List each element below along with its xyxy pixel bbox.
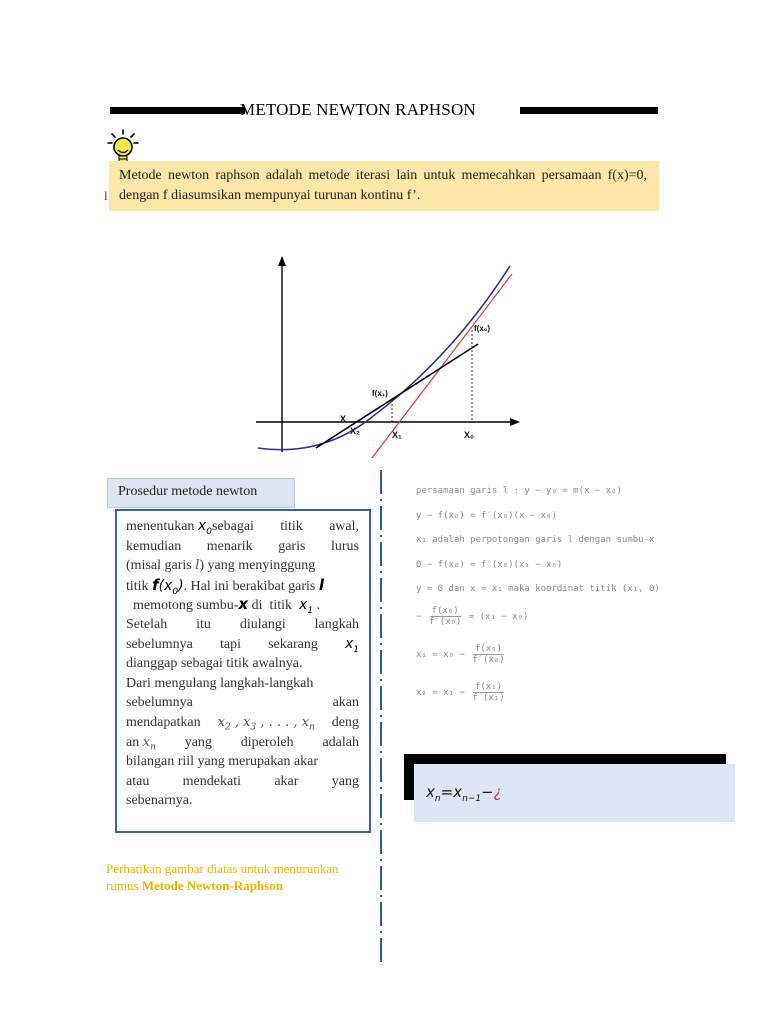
note-line-1: Perhatikan gambar diatas untuk menurunkan (106, 861, 339, 876)
formula-intersection-note: x₁ adalah perpotongan garis l dengan sumbu-x (416, 535, 655, 545)
procedure-line-3: (misal garis l) yang menyinggung (126, 558, 316, 574)
procedure-line-14: atau mendekati akar yang (126, 773, 359, 789)
formula-coordinate: y = 0 dan x = x₁ maka koordinat titik (x₁, 0) (416, 584, 660, 594)
procedure-header: Prosedur metode newton (118, 484, 258, 499)
definition-marker: l (104, 188, 108, 203)
formula-line-equation: persamaan garis l : y − y₀ = m(x − x₀) (416, 486, 622, 496)
title-rule-right (520, 107, 658, 114)
derivation-note (106, 860, 378, 894)
label-x: X (340, 414, 347, 424)
x-axis-arrow (510, 418, 520, 426)
procedure-line-10: sebelumnya akan (126, 695, 359, 711)
procedure-line-8: dianggap sebagai titik awalnya. (126, 656, 303, 672)
formula-x2: x₂ = x₁ − $\frac{\text{f(x₁)}}{\text{f′(x₁)}}$ (416, 682, 505, 703)
procedure-line-2: kemudian menarik garis lurus (126, 538, 359, 554)
note-line-2: rumus Metode Newton-Raphson (106, 878, 283, 893)
label-f-x1: f(x₁) (372, 389, 388, 398)
formula-x1: x₁ = x₀ − $\frac{\text{f(x₀)}}{\text{f′(x₀)}}$ (416, 644, 505, 665)
procedure-line-13: bilangan riil yang merupakan akar (126, 754, 319, 770)
note-method-name: Metode Newton-Raphson (141, 878, 283, 893)
definition-text: Metode newton raphson adalah metode iterasi lain untuk memecahkan persamaan f(x)=0, dengan f diasumsikan mempunyai turunan kontinu f’. (119, 168, 647, 203)
procedure-line-15: sebenarnya. (126, 793, 193, 809)
label-x2: X₂ (350, 426, 361, 436)
formula-rearranged: − $\frac{\text{f(x₀)}}{\text{f′(x₀)}}$ = (x₁ − x₀) (416, 606, 529, 627)
label-f-x0: f(x₀) (474, 324, 491, 333)
newton-raphson-graph (252, 252, 522, 458)
result-formula: $x_n=x_{n-1}-¿$ (426, 783, 502, 804)
formula-tangent: y − f(x₀) = f′(x₀)(x − x₀) (416, 511, 557, 521)
procedure-text (126, 517, 359, 811)
procedure-line-4: titik $f(x_0)$. Hal ini berakibat garis l (126, 575, 324, 597)
label-x1: X₁ (392, 430, 402, 440)
column-divider (376, 470, 386, 962)
procedure-line-11: mendapatkan $x_2$ , $x_3$ , . . . , $x_n$ deng (126, 714, 359, 733)
y-axis-arrow (278, 256, 286, 266)
page-title: METODE NEWTON RAPHSON (240, 100, 476, 119)
procedure-line-1: menentukan $x_0sebagai$ titik awal, (126, 518, 359, 537)
procedure-line-12: an $x_n$ yang diperoleh adalah (126, 734, 359, 753)
procedure-line-7: sebelumnya tapi sekarang $x_1$ (126, 635, 359, 655)
title-rule-left (110, 107, 245, 114)
formula-substitution: 0 − f(x₀) = f′(x₀)(x₁ − x₀) (416, 560, 563, 570)
label-x0: X₀ (464, 430, 475, 440)
procedure-line-5: memotong sumbu-x di titik $x_1$ . (133, 595, 321, 617)
procedure-line-9: Dari mengulang langkah-langkah (126, 675, 314, 691)
procedure-line-6: Setelah itu diulangi langkah (126, 616, 359, 632)
